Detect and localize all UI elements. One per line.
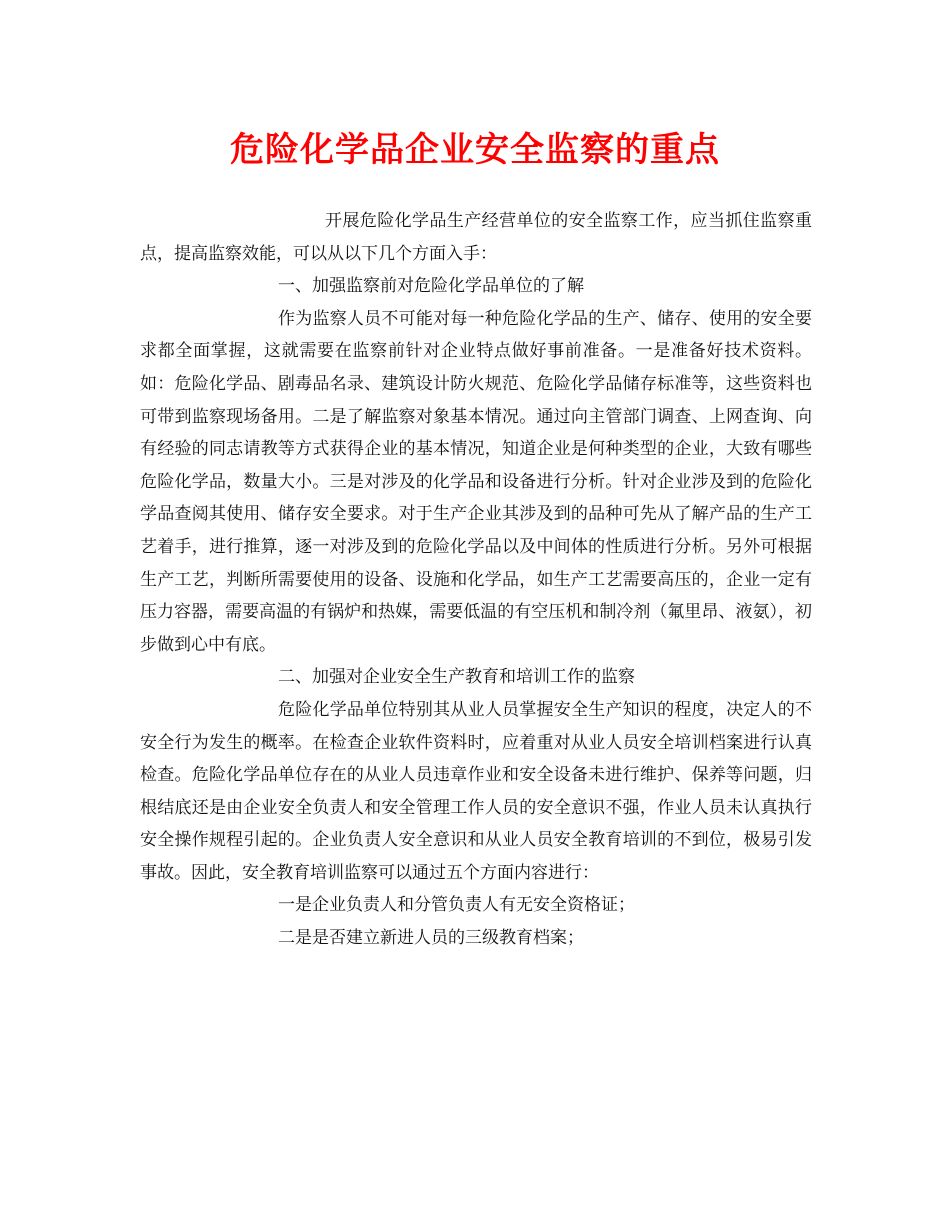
section-2-heading: 二、加强对企业安全生产教育和培训工作的监察 bbox=[278, 667, 635, 688]
document-title: 危险化学品企业安全监察的重点 bbox=[230, 130, 720, 170]
intro-paragraph: 开展危险化学品生产经营单位的安全监察工作，应当抓住监察重点，提高监察效能，可以从以下几个方面入手： bbox=[140, 211, 812, 264]
list-item-1: 一是企业负责人和分管负责人有无安全资格证； bbox=[278, 895, 635, 916]
section-1-heading: 一、加强监察前对危险化学品单位的了解 bbox=[278, 276, 584, 297]
list-item-2: 二是是否建立新进人员的三级教育档案； bbox=[278, 928, 584, 949]
section-1-body: 作为监察人员不可能对每一种危险化学品的生产、储存、使用的安全要求都全面掌握，这就需要在监察前针对企业特点做好事前准备。一是准备好技术资料。如：危险化学品、剧毒品名录、建筑设计防火规范、危险化学品储存标准等，这些资料也可带到监察现场备用。二是了解监察对象基本情况。通过向主管部门调查、上网查询、向有经验的同志请教等方式获得企业的基本情况，知道企业是何种类型的企业，大致有哪些危险化学品，数量大小。三是对涉及的化学品和设备进行分析。针对企业涉及到的危险化学品查阅其使用、储存安全要求。对于生产企业其涉及到的品种可先从了解产品的生产工艺着手，进行推算，逐一对涉及到的危险化学品以及中间体的性质进行分析。另外可根据生产工艺，判断所需要使用的设备、设施和化学品，如生产工艺需要高压的，企业一定有压力容器，需要高温的有锅炉和热媒，需要低温的有空压机和制冷剂（氟里昂、液氨），初步做到心中有底。 bbox=[140, 308, 812, 655]
document-body bbox=[140, 205, 812, 955]
section-2-body: 危险化学品单位特别其从业人员掌握安全生产知识的程度，决定人的不安全行为发生的概率。在检查企业软件资料时，应着重对从业人员安全培训档案进行认真检查。危险化学品单位存在的从业人员违章作业和安全设备未进行维护、保养等问题，归根结底还是由企业安全负责人和安全管理工作人员的安全意识不强，作业人员未认真执行安全操作规程引起的。企业负责人安全意识和从业人员安全教育培训的不到位，极易引发事故。因此，安全教育培训监察可以通过五个方面内容进行： bbox=[140, 699, 812, 883]
